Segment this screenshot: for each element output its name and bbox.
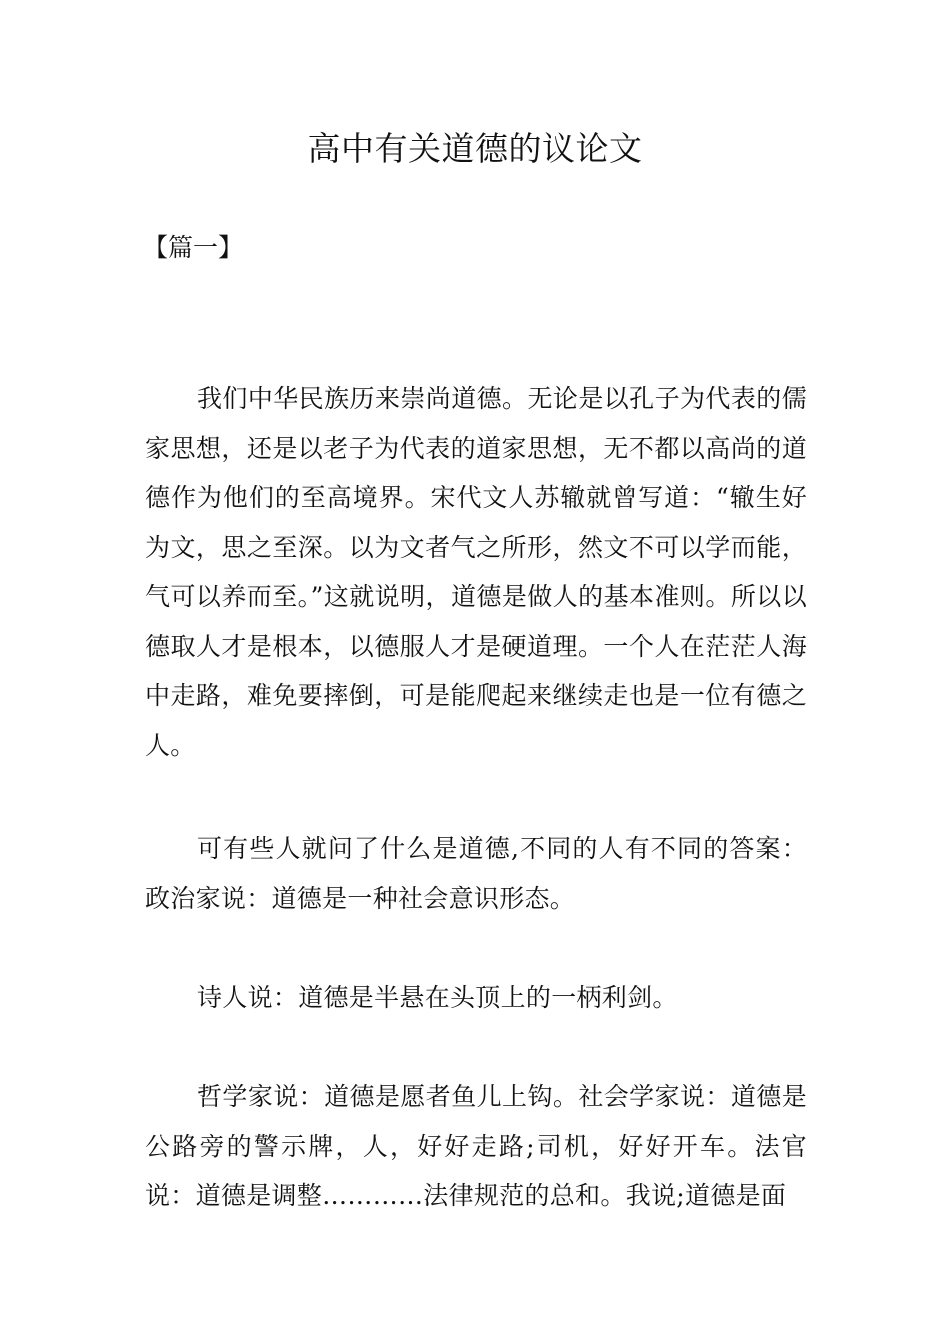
paragraph-1: 我们中华民族历来崇尚道德。无论是以孔子为代表的儒家思想，还是以老子为代表的道家思想，无不都以高尚的道德作为他们的至高境界。宋代文人苏辙就曾写道：“辙生好为文，思之至深。以为文者气之所形，然文不可以学而能，气可以养而至。”这就说明，道德是做人的基本准则。所以以德取人才是根本，以德服人才是硬道理。一个人在茫茫人海中走路，难免要摔倒，可是能爬起来继续走也是一位有德之人。 xyxy=(145,384,807,760)
paragraph-3: 诗人说：道德是半悬在头顶上的一柄利剑。 xyxy=(197,983,678,1012)
paragraph-2: 可有些人就问了什么是道德,不同的人有不同的答案：政治家说：道德是一种社会意识形态。 xyxy=(145,834,807,913)
paragraph-4: 哲学家说：道德是愿者鱼儿上钩。社会学家说：道德是公路旁的警示牌，人，好好走路;司机，好好开车。法官说：道德是调整…………法律规范的总和。我说;道德是面 xyxy=(145,1082,807,1210)
document-title: 高中有关道德的议论文 xyxy=(307,129,643,168)
section-label: 【篇一】 xyxy=(143,233,244,262)
